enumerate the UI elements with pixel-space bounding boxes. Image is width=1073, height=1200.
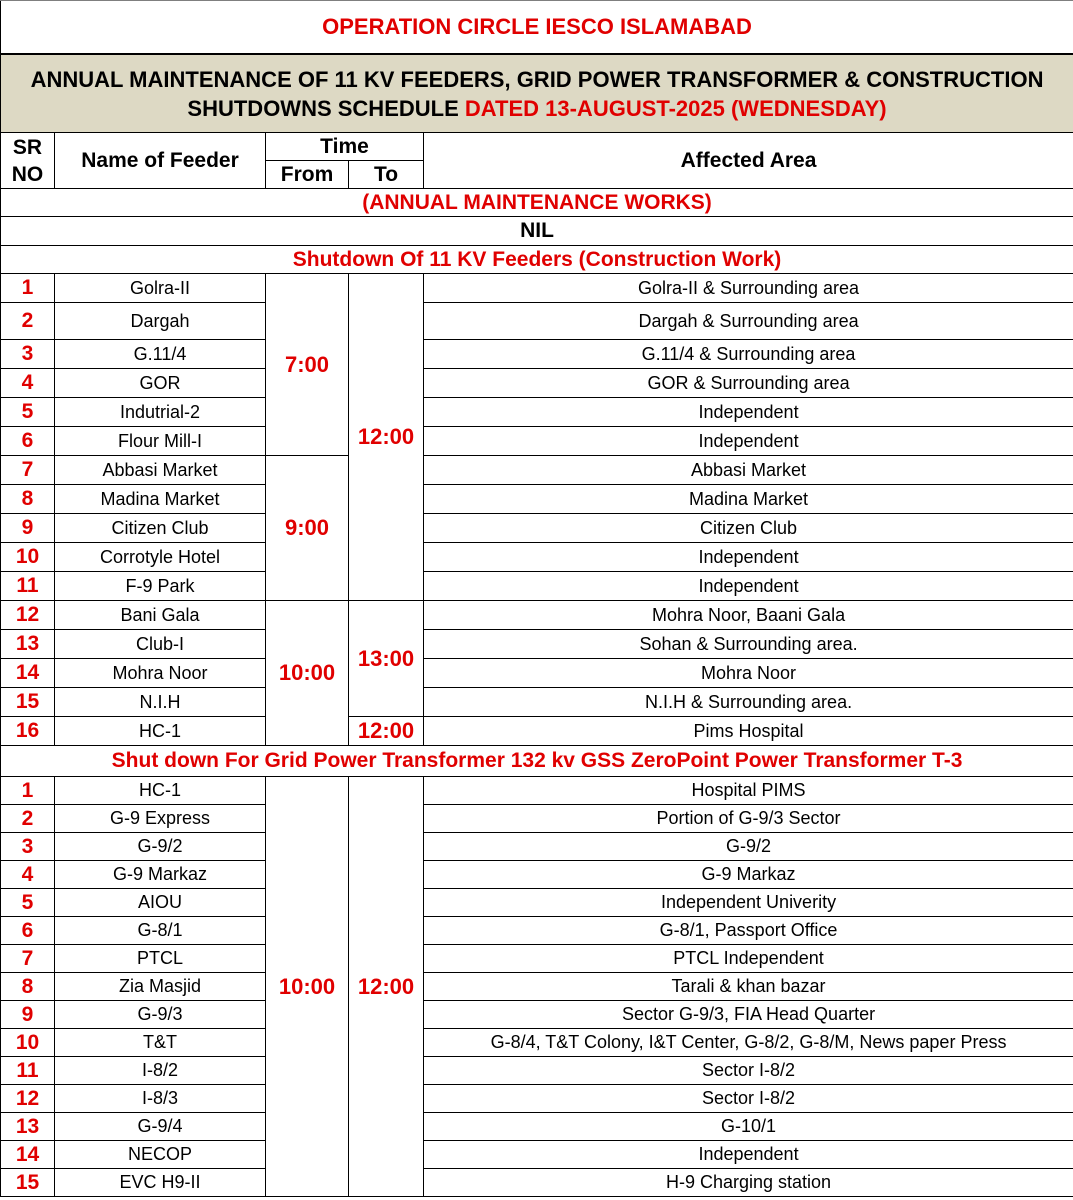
affected-area: PTCL Independent — [424, 945, 1073, 973]
feeder-name: I-8/3 — [55, 1085, 266, 1113]
subtitle-date: DATED 13-AUGUST-2025 (WEDNESDAY) — [464, 95, 887, 121]
feeder-name: G-8/1 — [55, 917, 266, 945]
feeder-name: I-8/2 — [55, 1057, 266, 1085]
sr-number: 15 — [1, 688, 55, 717]
feeder-name: Dargah — [55, 303, 266, 340]
subtitle-line-2-prefix: SHUTDOWNS SCHEDULE — [187, 95, 465, 121]
sr-number: 9 — [1, 1001, 55, 1029]
table-row — [1, 1113, 1073, 1141]
sr-number: 5 — [1, 889, 55, 917]
affected-area: Independent Univerity — [424, 889, 1073, 917]
affected-area: Pims Hospital — [424, 717, 1073, 746]
sr-number: 8 — [1, 485, 55, 514]
table-row — [1, 659, 1073, 688]
feeder-name: G-9 Express — [55, 805, 266, 833]
feeder-name: Zia Masjid — [55, 973, 266, 1001]
to-time: 12:00 — [349, 777, 424, 1197]
sr-number: 14 — [1, 659, 55, 688]
from-time: 9:00 — [266, 456, 349, 601]
subtitle-line-1: ANNUAL MAINTENANCE OF 11 KV FEEDERS, GRID POWER TRANSFORMER & CONSTRUCTION — [30, 66, 1044, 92]
affected-area: Sector G-9/3, FIA Head Quarter — [424, 1001, 1073, 1029]
sr-number: 6 — [1, 917, 55, 945]
feeder-name: Golra-II — [55, 274, 266, 303]
sr-number: 10 — [1, 543, 55, 572]
affected-area: Portion of G-9/3 Sector — [424, 805, 1073, 833]
page-title: OPERATION CIRCLE IESCO ISLAMABAD — [1, 1, 1073, 55]
feeder-name: Flour Mill-I — [55, 427, 266, 456]
feeder-name: Mohra Noor — [55, 659, 266, 688]
sr-number: 4 — [1, 369, 55, 398]
construction-rows — [1, 274, 1073, 746]
affected-area: H-9 Charging station — [424, 1169, 1073, 1197]
feeder-name: Corrotyle Hotel — [55, 543, 266, 572]
table-row — [1, 340, 1073, 369]
table-row — [1, 805, 1073, 833]
table-row — [1, 456, 1073, 485]
from-time: 7:00 — [266, 274, 349, 456]
table-row — [1, 303, 1073, 340]
sr-number: 1 — [1, 777, 55, 805]
col-header-to: To — [349, 161, 424, 189]
from-time: 10:00 — [266, 601, 349, 746]
table-row — [1, 427, 1073, 456]
sr-number: 10 — [1, 1029, 55, 1057]
table-row — [1, 543, 1073, 572]
sr-number: 13 — [1, 630, 55, 659]
affected-area: Madina Market — [424, 485, 1073, 514]
feeder-name: NECOP — [55, 1141, 266, 1169]
feeder-name: PTCL — [55, 945, 266, 973]
table-row — [1, 889, 1073, 917]
to-time: 12:00 — [349, 717, 424, 746]
from-time: 10:00 — [266, 777, 349, 1197]
grid-rows — [1, 777, 1073, 1197]
section-grid-transformer: Shut down For Grid Power Transformer 132 kv GSS ZeroPoint Power Transformer T-3 — [1, 746, 1073, 777]
affected-area: Hospital PIMS — [424, 777, 1073, 805]
maintenance-nil: NIL — [1, 217, 1073, 246]
table-row — [1, 601, 1073, 630]
col-header-sr: SR NO — [1, 133, 55, 189]
affected-area: G-10/1 — [424, 1113, 1073, 1141]
sr-number: 12 — [1, 601, 55, 630]
affected-area: G-8/4, T&T Colony, I&T Center, G-8/2, G-8/M, News paper Press — [424, 1029, 1073, 1057]
col-header-time: Time — [266, 133, 424, 161]
feeder-name: HC-1 — [55, 717, 266, 746]
sr-number: 14 — [1, 1141, 55, 1169]
feeder-name: G-9/4 — [55, 1113, 266, 1141]
table-row — [1, 1001, 1073, 1029]
affected-area: Sector I-8/2 — [424, 1057, 1073, 1085]
feeder-name: G-9/2 — [55, 833, 266, 861]
affected-area: Sector I-8/2 — [424, 1085, 1073, 1113]
sr-number: 12 — [1, 1085, 55, 1113]
sr-number: 16 — [1, 717, 55, 746]
table-row — [1, 369, 1073, 398]
sr-number: 3 — [1, 833, 55, 861]
affected-area: Dargah & Surrounding area — [424, 303, 1073, 340]
table-row — [1, 398, 1073, 427]
affected-area: Independent — [424, 1141, 1073, 1169]
col-header-from: From — [266, 161, 349, 189]
affected-area: Mohra Noor, Baani Gala — [424, 601, 1073, 630]
sr-number: 7 — [1, 456, 55, 485]
feeder-name: Indutrial-2 — [55, 398, 266, 427]
affected-area: N.I.H & Surrounding area. — [424, 688, 1073, 717]
affected-area: Mohra Noor — [424, 659, 1073, 688]
sr-number: 6 — [1, 427, 55, 456]
table-row — [1, 1029, 1073, 1057]
feeder-name: Bani Gala — [55, 601, 266, 630]
feeder-name: HC-1 — [55, 777, 266, 805]
col-header-area: Affected Area — [424, 133, 1073, 189]
sr-number: 1 — [1, 274, 55, 303]
sr-number: 9 — [1, 514, 55, 543]
col-header-feeder: Name of Feeder — [55, 133, 266, 189]
affected-area: Golra-II & Surrounding area — [424, 274, 1073, 303]
sr-number: 2 — [1, 303, 55, 340]
affected-area: G.11/4 & Surrounding area — [424, 340, 1073, 369]
feeder-name: N.I.H — [55, 688, 266, 717]
table-row — [1, 1169, 1073, 1197]
table-row — [1, 274, 1073, 303]
affected-area: Independent — [424, 398, 1073, 427]
sr-number: 15 — [1, 1169, 55, 1197]
affected-area: Independent — [424, 543, 1073, 572]
feeder-name: F-9 Park — [55, 572, 266, 601]
table-row — [1, 514, 1073, 543]
table-row — [1, 1085, 1073, 1113]
sr-number: 2 — [1, 805, 55, 833]
table-row — [1, 861, 1073, 889]
table-row — [1, 945, 1073, 973]
feeder-name: G.11/4 — [55, 340, 266, 369]
feeder-name: EVC H9-II — [55, 1169, 266, 1197]
feeder-name: T&T — [55, 1029, 266, 1057]
feeder-name: Madina Market — [55, 485, 266, 514]
table-row — [1, 688, 1073, 717]
feeder-name: AIOU — [55, 889, 266, 917]
affected-area: Independent — [424, 572, 1073, 601]
section-annual-maintenance: (ANNUAL MAINTENANCE WORKS) — [1, 189, 1073, 217]
affected-area: Sohan & Surrounding area. — [424, 630, 1073, 659]
feeder-name: Abbasi Market — [55, 456, 266, 485]
table-row — [1, 973, 1073, 1001]
table-row — [1, 572, 1073, 601]
section-construction: Shutdown Of 11 KV Feeders (Construction Work) — [1, 246, 1073, 274]
table-row — [1, 1057, 1073, 1085]
sr-number: 4 — [1, 861, 55, 889]
affected-area: G-9/2 — [424, 833, 1073, 861]
table-row — [1, 630, 1073, 659]
sr-number: 7 — [1, 945, 55, 973]
subtitle-line-2 — [1, 94, 1073, 123]
feeder-name: G-9/3 — [55, 1001, 266, 1029]
sr-number: 3 — [1, 340, 55, 369]
table-row — [1, 717, 1073, 746]
table-row — [1, 917, 1073, 945]
affected-area: Abbasi Market — [424, 456, 1073, 485]
affected-area: GOR & Surrounding area — [424, 369, 1073, 398]
affected-area: Tarali & khan bazar — [424, 973, 1073, 1001]
sr-number: 11 — [1, 572, 55, 601]
table-row — [1, 485, 1073, 514]
affected-area: Independent — [424, 427, 1073, 456]
schedule-subtitle — [1, 54, 1073, 133]
table-row — [1, 777, 1073, 805]
feeder-name: GOR — [55, 369, 266, 398]
sr-number: 5 — [1, 398, 55, 427]
affected-area: G-9 Markaz — [424, 861, 1073, 889]
affected-area: Citizen Club — [424, 514, 1073, 543]
table-row — [1, 833, 1073, 861]
table-row — [1, 1141, 1073, 1169]
sr-number: 11 — [1, 1057, 55, 1085]
sr-number: 8 — [1, 973, 55, 1001]
to-time: 13:00 — [349, 601, 424, 717]
affected-area: G-8/1, Passport Office — [424, 917, 1073, 945]
to-time: 12:00 — [349, 274, 424, 601]
feeder-name: Citizen Club — [55, 514, 266, 543]
sr-number: 13 — [1, 1113, 55, 1141]
feeder-name: Club-I — [55, 630, 266, 659]
feeder-name: G-9 Markaz — [55, 861, 266, 889]
